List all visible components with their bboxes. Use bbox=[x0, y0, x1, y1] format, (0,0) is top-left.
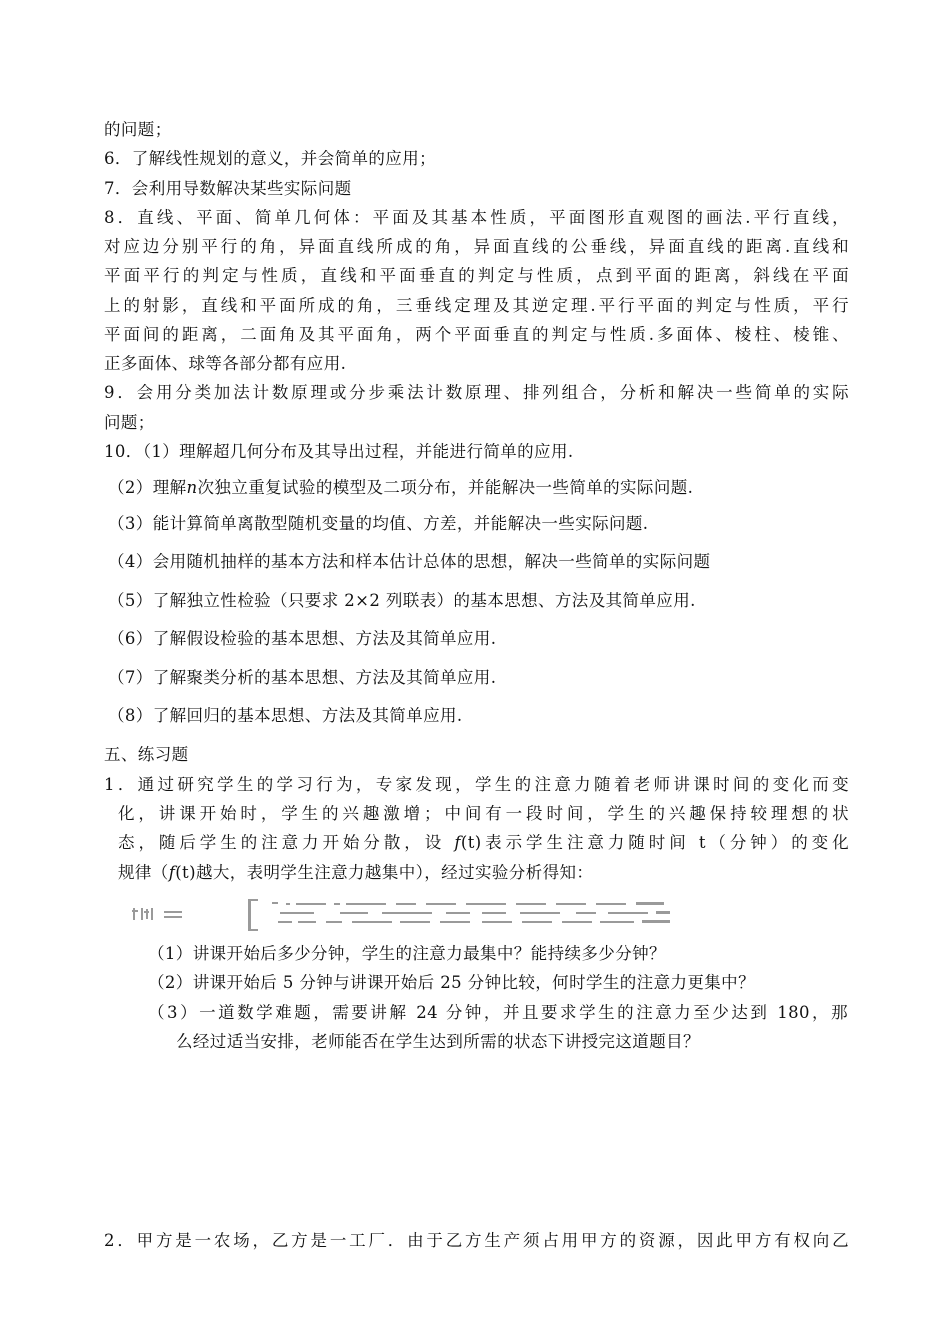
text-line: 平面平行的判定与性质，直线和平面垂直的判定与性质，点到平面的距离，斜线在平面 bbox=[104, 266, 849, 285]
question-3: （3）一道数学难题，需要讲解 24 分钟，并且要求学生的注意力至少达到 180，那 bbox=[148, 1003, 848, 1022]
question-1: （1）讲课开始后多少分钟，学生的注意力最集中？能持续多少分钟？ bbox=[148, 944, 666, 963]
problem-1-line: 态，随后学生的注意力开始分散，设 f(t)表示学生注意力随时间 t（分钟）的变化 bbox=[118, 833, 850, 852]
problem-1-line: 1．通过研究学生的学习行为，专家发现，学生的注意力随着老师讲课时间的变化而变 bbox=[104, 775, 849, 794]
text-line: 6．了解线性规划的意义，并会简单的应用； bbox=[104, 149, 436, 168]
sub-item-4: （4）会用随机抽样的基本方法和样本估计总体的思想，解决一些简单的实际问题 bbox=[108, 552, 711, 571]
text-line: 问题； bbox=[104, 413, 155, 432]
function-arg: (t) bbox=[175, 863, 196, 882]
sub-item-2-prefix: （2）理解 bbox=[108, 478, 187, 497]
text-line: 10．（1）理解超几何分布及其导出过程，并能进行简单的应用. bbox=[104, 442, 574, 461]
section-heading: 五、练习题 bbox=[104, 745, 189, 764]
variable-n: n bbox=[186, 478, 198, 497]
text-line: 正多面体、球等各部分都有应用. bbox=[104, 354, 347, 373]
text-line: 7．会利用导数解决某些实际问题 bbox=[104, 179, 352, 198]
question-2: （2）讲课开始后 5 分钟与讲课开始后 25 分钟比较，何时学生的注意力更集中？ bbox=[148, 973, 755, 992]
function-arg: (t) bbox=[460, 833, 482, 852]
problem-2-line: 2．甲方是一农场，乙方是一工厂．由于乙方生产须占用甲方的资源，因此甲方有权向乙 bbox=[104, 1231, 849, 1250]
sub-item-8: （8）了解回归的基本思想、方法及其简单应用. bbox=[108, 706, 463, 725]
sub-item-2-rest: 次独立重复试验的模型及二项分布，并能解决一些简单的实际问题. bbox=[197, 478, 694, 497]
problem-1-line: 化，讲课开始时，学生的兴趣激增；中间有一段时间，学生的兴趣保持较理想的状 bbox=[118, 804, 849, 823]
sub-item-7: （7）了解聚类分析的基本思想、方法及其简单应用. bbox=[108, 668, 497, 687]
text-line: 对应边分别平行的角，异面直线所成的角，异面直线的公垂线，异面直线的距离.直线和 bbox=[104, 237, 849, 256]
text-line: 8．直线、平面、简单几何体：平面及其基本性质，平面图形直观图的画法.平行直线， bbox=[104, 208, 849, 227]
sub-item-2 bbox=[108, 476, 853, 500]
sub-item-3: （3）能计算简单离散型随机变量的均值、方差，并能解决一些实际问题. bbox=[108, 514, 649, 533]
sub-item-6: （6）了解假设检验的基本思想、方法及其简单应用. bbox=[108, 629, 497, 648]
piecewise-formula-image bbox=[130, 898, 675, 932]
sub-item-5: （5）了解独立性检验（只要求 2×2 列联表）的基本思想、方法及其简单应用. bbox=[108, 591, 696, 610]
text-line: 上的射影，直线和平面所成的角，三垂线定理及其逆定理.平行平面的判定与性质，平行 bbox=[104, 296, 849, 315]
question-3-continued: 么经过适当安排，老师能否在学生达到所需的状态下讲授完这道题目？ bbox=[176, 1032, 700, 1051]
text-line: 9．会用分类加法计数原理或分步乘法计数原理、排列组合，分析和解决一些简单的实际 bbox=[104, 383, 849, 402]
formula-image-icon bbox=[130, 898, 675, 932]
function-f: f bbox=[454, 833, 461, 852]
problem-1-line: 规律（f(t)越大，表明学生注意力越集中），经过实验分析得知： bbox=[118, 863, 594, 882]
function-f: f bbox=[168, 863, 176, 882]
text-line: 平面间的距离，二面角及其平面角，两个平面垂直的判定与性质.多面体、棱柱、棱锥、 bbox=[104, 325, 849, 344]
text-line: 的问题； bbox=[104, 120, 172, 139]
